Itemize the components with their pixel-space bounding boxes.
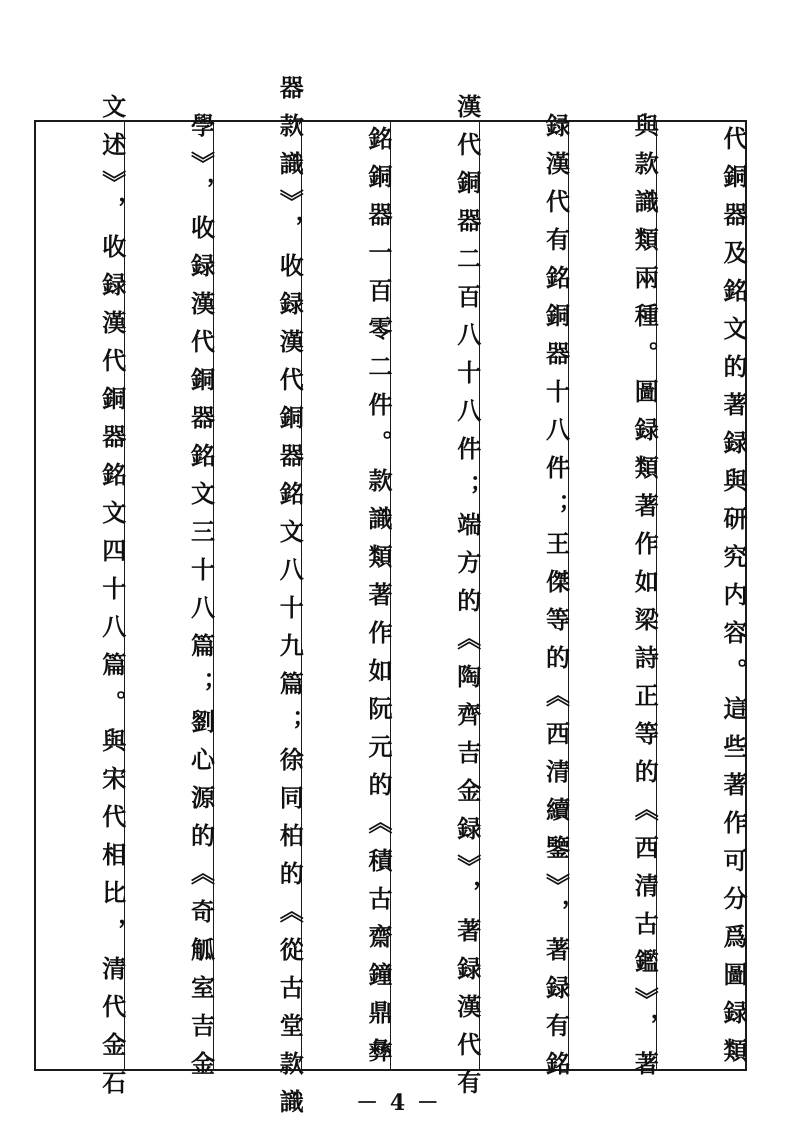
- text-column-6: [213, 74, 305, 1127]
- column-text: 録漢代有銘銅器十八件；王傑等的《西清續鑒》，著録有銘: [541, 112, 571, 1089]
- text-column-4: [390, 93, 482, 1108]
- column-text: 與款識類兩種。圖録類著作如梁詩正等的《西清古鑑》，著: [630, 112, 660, 1089]
- column-text: 學》，收録漢代銅器銘文三十八篇；劉心源的《奇觚室吉金: [186, 112, 216, 1089]
- page-number: － 4 －: [356, 1090, 441, 1116]
- column-text: 代銅器及銘文的著録與研究内容。這些著作可分爲圖録類: [719, 125, 748, 1076]
- text-column-7: [124, 112, 216, 1089]
- text-column-3: [479, 112, 571, 1089]
- text-column-1: [656, 122, 748, 1076]
- text-column-8: [36, 93, 127, 1108]
- column-text: 文述》，收録漢代銅器銘文四十八篇。與宋代相比，清代金石: [97, 93, 127, 1108]
- column-text: 器款識》，收録漢代銅器銘文八十九篇；徐同柏的《從古堂款識: [275, 74, 305, 1127]
- column-text: 漢代銅器二百八十八件；端方的《陶齊吉金録》，著録漢代有: [452, 93, 482, 1108]
- text-column-2: [568, 112, 660, 1089]
- text-frame: [34, 74, 748, 1127]
- column-text: 銘銅器一百零二件。款識類著作如阮元的《積古齋鐘鼎彝: [364, 125, 393, 1076]
- text-column-5: [301, 122, 393, 1076]
